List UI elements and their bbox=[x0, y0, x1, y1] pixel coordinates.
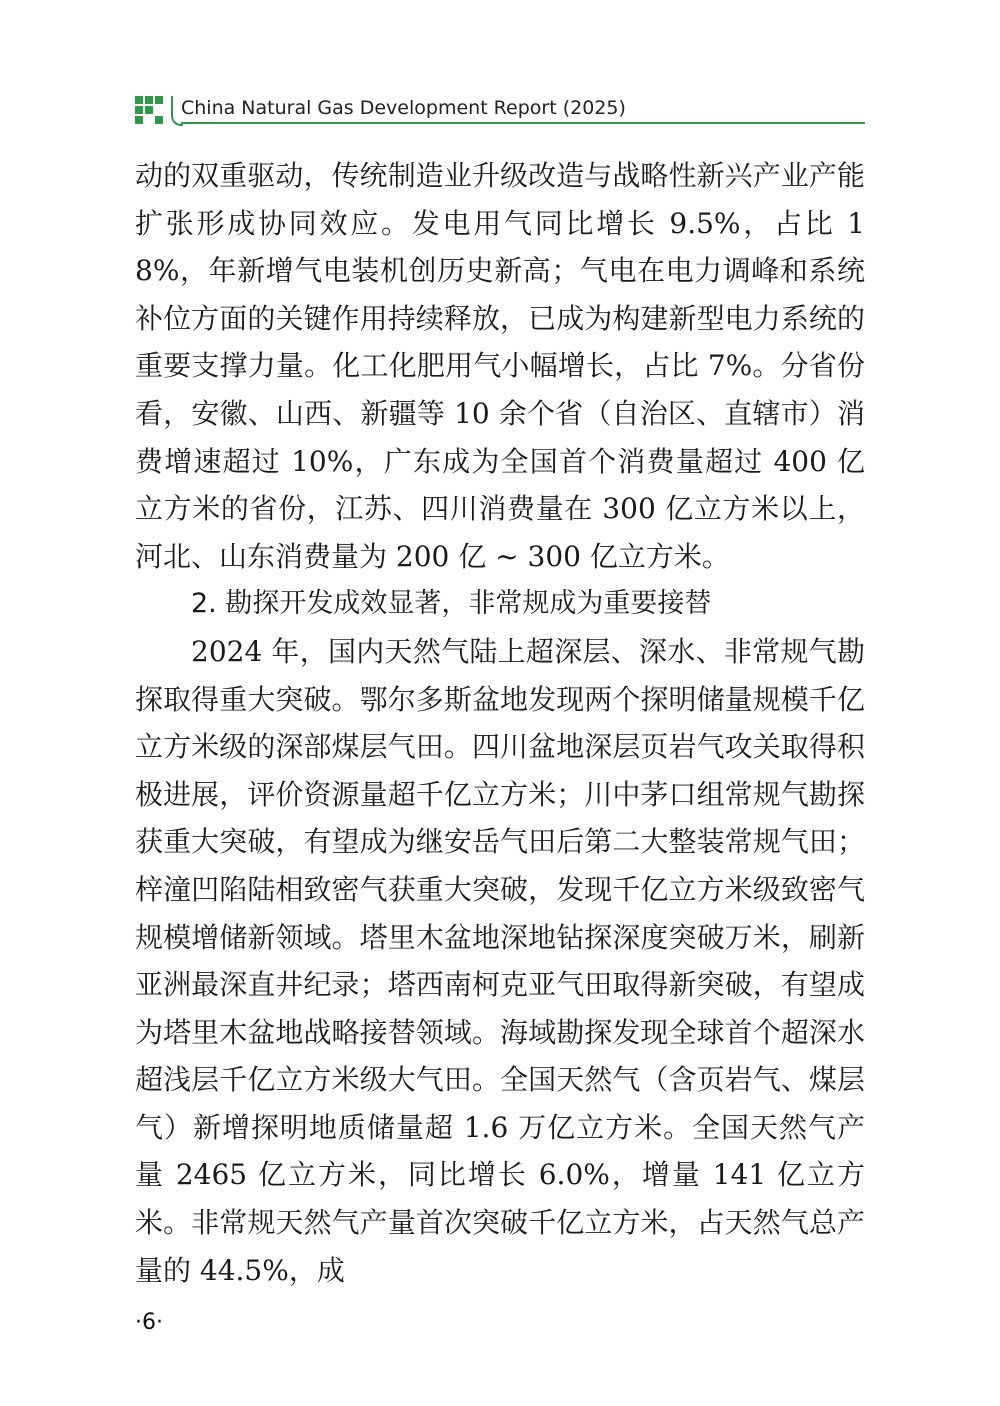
page-body bbox=[135, 152, 865, 1294]
header-title: China Natural Gas Development Report (2025) bbox=[171, 94, 626, 122]
page-number: ·6· bbox=[135, 1310, 163, 1335]
header-rule bbox=[181, 122, 865, 124]
body-paragraph-1: 动的双重驱动，传统制造业升级改造与战略性新兴产业产能扩张形成协同效应。发电用气同比增长 9.5%，占比 18%，年新增气电装机创历史新高；气电在电力调峰和系统补位方面的关键作用持续释放，已成为构建新型电力系统的重要支撑力量。化工化肥用气小幅增长，占比 7%。分省份看，安徽、山西、新疆等 10 余个省（自治区、直辖市）消费增速超过 10%，广东成为全国首个消费量超过 400 亿立方米的省份，江苏、四川消费量在 300 亿立方米以上，河北、山东消费量为 200 亿 ~ 300 亿立方米。 bbox=[135, 159, 865, 573]
body-paragraph-2: 2024 年，国内天然气陆上超深层、深水、非常规气勘探取得重大突破。鄂尔多斯盆地发现两个探明储量规模千亿立方米级的深部煤层气田。四川盆地深层页岩气攻关取得积极进展，评价资源量超千亿立方米；川中茅口组常规气勘探获重大突破，有望成为继安岳气田后第二大整装常规气田；梓潼凹陷陆相致密气获重大突破，发现千亿立方米级致密气规模增储新领域。塔里木盆地深地钻探深度突破万米，刷新亚洲最深直井纪录；塔西南柯克亚气田取得新突破，有望成为塔里木盆地战略接替领域。海域勘探发现全球首个超深水超浅层千亿立方米级大气田。全国天然气（含页岩气、煤层气）新增探明地质储量超 1.6 万亿立方米。全国天然气产量 2465 亿立方米，同比增长 6.0%，增量 141 亿立方米。非常规天然气产量首次突破千亿立方米，占天然气总产量的 44.5%，成 bbox=[135, 634, 865, 1287]
report-logo-icon bbox=[135, 96, 163, 124]
section-heading: 2. 勘探开发成效显著，非常规成为重要接替 bbox=[191, 588, 712, 620]
running-header bbox=[135, 92, 865, 126]
